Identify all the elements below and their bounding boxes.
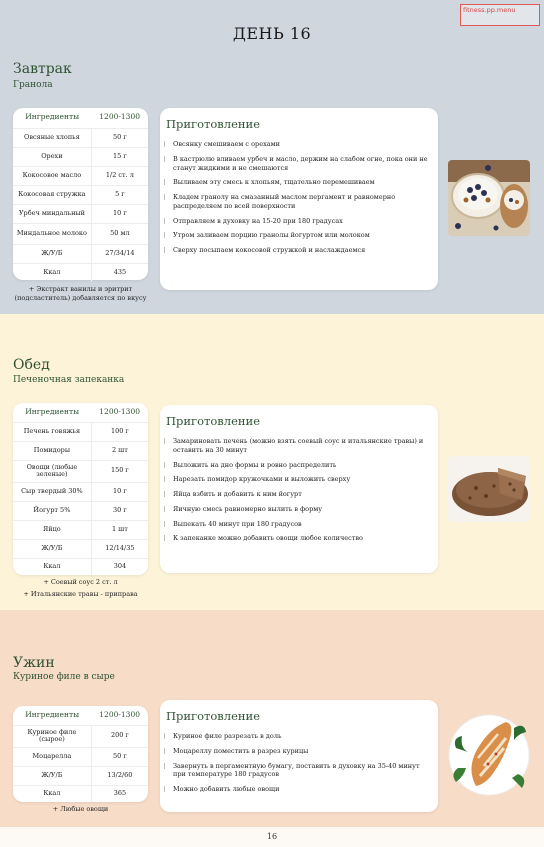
list-item: В кастрюлю вливаем урбеч и масло, держим на слабом огне, пока они не станут жидкими и не смешаются bbox=[164, 155, 432, 173]
ingredients-header-calories: 1200-1300 bbox=[91, 706, 148, 725]
list-item: Отправляем в духовку на 15-20 при 180 градусах bbox=[164, 217, 432, 226]
meal-dish-breakfast: Гранола bbox=[13, 80, 53, 90]
ingredients-header-calories: 1200-1300 bbox=[91, 108, 148, 128]
table-row bbox=[13, 520, 148, 539]
ingredients-header-calories: 1200-1300 bbox=[91, 403, 148, 422]
table-row bbox=[13, 725, 148, 747]
ingredient-amount: 435 bbox=[113, 268, 127, 277]
ingredient-name: Кокосовое масло bbox=[13, 166, 91, 185]
ingredients-note-breakfast bbox=[8, 285, 153, 303]
list-item: Выливаем эту смесь к хлопьям, тщательно перемешиваем bbox=[164, 178, 432, 187]
ingredients-header-label: Ингредиенты bbox=[13, 108, 91, 128]
chicken-fillet-photo bbox=[448, 708, 530, 802]
note-line: + Любые овощи bbox=[52, 805, 109, 813]
ingredient-name: Ккал bbox=[13, 263, 91, 282]
meal-name-breakfast: Завтрак bbox=[13, 61, 72, 77]
note-line: + Итальянские травы - приправа bbox=[23, 590, 138, 599]
list-item: Моцареллу поместить в разрез курицы bbox=[164, 747, 432, 756]
ingredients-header-label: Ингредиенты bbox=[13, 403, 91, 422]
list-item: Сверху посыпаем кокосовой стружкой и наслаждаемся bbox=[164, 246, 432, 255]
ingredient-amount: 30 г bbox=[91, 501, 148, 520]
table-row bbox=[13, 263, 148, 282]
table-row bbox=[13, 204, 148, 223]
ingredient-name: Йогурт 5% bbox=[13, 501, 91, 520]
note-line: + Соевый соус 2 ст. л bbox=[43, 578, 118, 586]
ingredient-name: Кокосовая стружка bbox=[13, 185, 91, 204]
ingredient-name: Ж/У/Б bbox=[13, 244, 91, 263]
granola-bowl-photo bbox=[448, 160, 530, 236]
ingredients-header-row bbox=[13, 108, 148, 128]
list-item: Кладем гранолу на смазанный маслом пергамент и равномерно распределяем по всей поверхности bbox=[164, 193, 432, 211]
ingredient-amount: 1 шт bbox=[91, 520, 148, 539]
ingredient-name: Яйцо bbox=[13, 520, 91, 539]
meal-dish-dinner: Куриное филе в сыре bbox=[13, 672, 115, 682]
meal-dish-lunch: Печеночная запеканка bbox=[13, 375, 125, 385]
ingredients-card-lunch bbox=[13, 403, 148, 575]
list-item: Овсянку смешиваем с орехами bbox=[164, 140, 432, 149]
ingredient-amount: 12/14/35 bbox=[91, 539, 148, 558]
table-row bbox=[13, 539, 148, 558]
ingredients-header-row bbox=[13, 706, 148, 725]
table-row bbox=[13, 147, 148, 166]
ingredients-header-label: Ингредиенты bbox=[13, 706, 91, 725]
ingredients-card-breakfast bbox=[13, 108, 148, 280]
watermark-link[interactable]: fitness.pp.menu bbox=[460, 4, 540, 26]
ingredient-amount: 50 г bbox=[91, 747, 148, 766]
ingredient-amount: 13/2/60 bbox=[91, 766, 148, 785]
ingredient-amount: 15 г bbox=[91, 147, 148, 166]
table-row bbox=[13, 128, 148, 147]
ingredient-amount: 10 г bbox=[91, 482, 148, 501]
list-item: Замариновать печень (можно взять соевый соус и итальянские травы) и оставить на 30 минут bbox=[164, 437, 432, 455]
table-row bbox=[13, 441, 148, 460]
table-row bbox=[13, 460, 148, 482]
page-number: 16 bbox=[266, 832, 278, 841]
ingredient-name: Ккал bbox=[13, 785, 91, 802]
table-row bbox=[13, 558, 148, 575]
table-row bbox=[13, 482, 148, 501]
ingredient-name: Моцарелла bbox=[13, 747, 91, 766]
ingredient-name: Миндальное молоко bbox=[13, 223, 91, 244]
ingredient-name: Сыр твердый 30% bbox=[13, 482, 91, 501]
ingredient-name: Овощи (любые зеленые) bbox=[13, 460, 91, 482]
ingredients-note-dinner bbox=[8, 805, 153, 814]
preparation-title: Приготовление bbox=[166, 414, 261, 428]
ingredient-name: Ж/У/Б bbox=[13, 539, 91, 558]
ingredient-amount: 1/2 ст. л bbox=[91, 166, 148, 185]
preparation-steps bbox=[164, 140, 432, 255]
table-row bbox=[13, 185, 148, 204]
table-row bbox=[13, 166, 148, 185]
ingredient-name: Ж/У/Б bbox=[13, 766, 91, 785]
ingredient-name: Овсяные хлопья bbox=[13, 128, 91, 147]
list-item: Куриное филе разрезать в доль bbox=[164, 732, 432, 741]
note-line: + Экстракт ванилы и эритрит bbox=[28, 285, 133, 293]
preparation-card-dinner bbox=[160, 700, 438, 812]
ingredient-name: Куриное филе (сырое) bbox=[13, 725, 91, 747]
ingredient-amount: 304 bbox=[113, 562, 127, 571]
list-item: Выложить на дно формы и ровно распределить bbox=[164, 461, 432, 470]
ingredients-table bbox=[13, 108, 148, 282]
preparation-title: Приготовление bbox=[166, 117, 261, 131]
ingredient-amount: 150 г bbox=[91, 460, 148, 482]
ingredient-amount: 10 г bbox=[91, 204, 148, 223]
ingredients-card-dinner bbox=[13, 706, 148, 802]
ingredient-name: Печень говяжья bbox=[13, 422, 91, 441]
preparation-card-breakfast bbox=[160, 108, 438, 290]
table-row bbox=[13, 244, 148, 263]
table-row bbox=[13, 766, 148, 785]
ingredient-amount: 5 г bbox=[91, 185, 148, 204]
note-line: (подсластитель) добавляется по вкусу bbox=[14, 294, 147, 303]
ingredient-amount: 50 мл bbox=[91, 223, 148, 244]
list-item: Завернуть в пергаментную бумагу, поставить в духовку на 35-40 минут при температуре 180 градусов bbox=[164, 762, 432, 780]
meal-name-lunch: Обед bbox=[13, 357, 50, 373]
page-title: ДЕНЬ 16 bbox=[232, 24, 312, 43]
list-item: Можно добавить любые овощи bbox=[164, 785, 432, 794]
preparation-card-lunch bbox=[160, 405, 438, 573]
ingredients-table bbox=[13, 706, 148, 802]
ingredient-amount: 50 г bbox=[91, 128, 148, 147]
ingredients-table bbox=[13, 403, 148, 575]
table-row bbox=[13, 785, 148, 802]
table-row bbox=[13, 501, 148, 520]
ingredient-amount: 200 г bbox=[91, 725, 148, 747]
preparation-steps bbox=[164, 732, 432, 794]
list-item: Яичную смесь равномерно вылить в форму bbox=[164, 505, 432, 514]
ingredient-name: Помидоры bbox=[13, 441, 91, 460]
ingredient-amount: 2 шт bbox=[91, 441, 148, 460]
ingredient-amount: 100 г bbox=[91, 422, 148, 441]
ingredient-amount: 27/34/14 bbox=[91, 244, 148, 263]
ingredient-name: Ккал bbox=[13, 558, 91, 575]
meal-name-dinner: Ужин bbox=[13, 655, 55, 671]
preparation-steps bbox=[164, 437, 432, 543]
ingredients-header-row bbox=[13, 403, 148, 422]
list-item: Утром заливаем порцию гранолы йогуртом или молоком bbox=[164, 231, 432, 240]
list-item: Яйца взбить и добавить к ним йогурт bbox=[164, 490, 432, 499]
liver-casserole-photo bbox=[448, 456, 530, 522]
ingredient-amount: 365 bbox=[113, 789, 127, 798]
ingredient-name: Орехи bbox=[13, 147, 91, 166]
preparation-title: Приготовление bbox=[166, 709, 261, 723]
table-row bbox=[13, 747, 148, 766]
table-row bbox=[13, 223, 148, 244]
list-item: Выпекать 40 минут при 180 градусов bbox=[164, 520, 432, 529]
table-row bbox=[13, 422, 148, 441]
ingredient-name: Урбеч миндальный bbox=[13, 204, 91, 223]
ingredients-note-lunch bbox=[8, 578, 153, 599]
list-item: Нарезать помидор кружочками и выложить сверху bbox=[164, 475, 432, 484]
list-item: К запеканке можно добавить овощи любое количество bbox=[164, 534, 432, 543]
